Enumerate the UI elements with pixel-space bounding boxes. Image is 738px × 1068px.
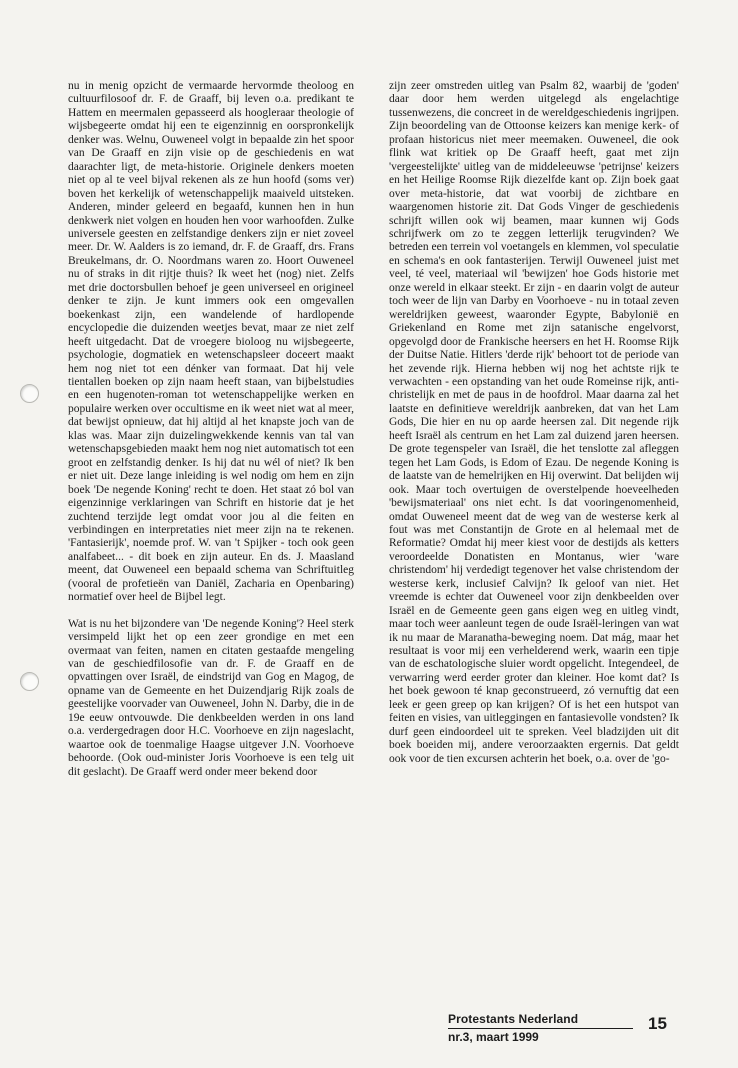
- magazine-title: Protestants Nederland: [448, 1012, 579, 1026]
- page-footer: [440, 1012, 680, 1052]
- punch-hole-bottom: [20, 672, 39, 691]
- right-paragraph-1: zijn zeer omstreden uitleg van Psalm 82, waarbij de 'goden' daar door hem werden uitgelegd als engelachtige tussenwezens, die concreet in de wereldgeschiedenis ingrijpen. Zijn beoordeling van de Ottoonse keizers kan menige kerk- of profaan historicus niet meer meemaken. Ouweneel, die ook flink wat kritiek op De Graaff heeft, gaat met zijn 'vergeestelijkte' uitleg van de middeleeuwse 'petrijnse' keizers en het Heilige Roomse Rijk diezelfde kant op. Zijn boek gaat over meta-historie, dat wat voorbij de zichtbare en waargenomen historie zit. Dat Gods Vinger de geschiedenis schrijft willen ook wij beamen, maar kunnen wij Gods schrijfwerk om zo te zeggen letterlijk terugvinden? We betreden een terrein vol voetangels en klemmen, vol speculatie en schema's en ook fantasterijen. Terwijl Ouweneel juist met veel, té veel, materiaal wil 'bewijzen' hoe Gods historie met onze wereld in elkaar steekt. Er zijn - en daarin volgt de auteur toch weer de lijn van Darby en Voorhoeve - nu in totaal zeven wereldrijken geweest, waaronder Egypte, Babylonië en Griekenland en Rome met zijn satanische engelvorst, opgevolgd door de Frankische heersers en het H. Roomse Rijk der Duitse Natie. Hitlers 'derde rijk' behoort tot de periode van het zevende rijk. Hierna hebben wij nog het achtste rijk te verwachten - een opstanding van het oude Romeinse rijk, anti-christelijk en met de paus in de hoofdrol. Maar daarna zal het laatste en definitieve wereldrijk aanbreken, dat van het Lam Gods, Die hier en nu op aarde heersen zal. Dit negende rijk heeft Israël als centrum en het Lam zal duizend jaren heersen. De grote tegenspeler van Israël, die het tenslotte zal afleggen tegen het Lam Gods, is Edom of Ezau. De negende Koning is de laatste van de hemelrijken en Hij overwint. Dat belijden wij ook. Maar toch overtuigen de overstelpende hoeveelheden 'bewijsmateriaal' ons niet echt. Is dat vooringenomenheid, omdat Ouweneel meent dat de weg van de westerse kerk al fout was met Constantijn de Grote en al helemaal met de Reformatie? Omdat hij meer kiest voor de destijds als ketters veroordeelde Donatisten en Montanus, wier 'ware christendom' hij verdedigt tegenover het valse christendom der westerse kerk, inclusief Calvijn? Ik geloof van niet. Het vreemde is echter dat Ouweneel voor zijn denkbeelden over Israël en de Gemeente geen gans eigen weg en uitleg vindt, maar toch weer aanleunt tegen de oude Israël-leringen van wat ik nu maar de Maranatha-beweging noem. Dat mág, maar het resultaat is voor mij een verhelderend werk, waarin een tipje van de eschatologische sluier wordt opgelicht. Integendeel, de verwarring werd eerder groter dan kleiner. Hoe komt dat? Is het boek gewoon té knap geconstrueerd, zó vernuftig dat een leek er geen greep op kan krijgen? Of is het een hutspot van feiten en visies, van uitleggingen en fantasievolle vondsten? Ik durf geen eindoordeel uit te spreken. Veel bladzijden uit dit boek boeiden mij, andere veroorzaakten ergernis. Dat geldt ook voor de tien excursen achterin het boek, o.a. over de 'go-: [389, 80, 679, 765]
- article-right-column: [389, 80, 679, 766]
- paragraph-spacer: [68, 605, 354, 618]
- issue-label: nr.3, maart 1999: [448, 1030, 539, 1044]
- footer-rule: [448, 1028, 633, 1029]
- punch-hole-top: [20, 384, 39, 403]
- page-number: 15: [648, 1014, 667, 1033]
- left-paragraph-2: Wat is nu het bijzondere van 'De negende Koning'? Heel sterk versimpeld lijkt het op een zeer grondige en met een overmaat van feiten, namen en citaten gestaafde mengeling van de geschiedfilosofie van dr. F. de Graaff en de opvattingen over Israël, de eindstrijd van Gog en Magog, de opname van de Gemeente en het Duizendjarig Rijk zoals de geestelijke voorvader van Ouweneel, John N. Darby, die in de 19e eeuw ontvouwde. Die denkbeelden werden in ons land o.a. verdergedragen door H.C. Voorhoeve en zijn nageslacht, waartoe ook de toenmalige Haagse uitgever J.N. Voorhoeve behoorde. (Ook oud-minister Joris Voorhoeve is een telg uit dit geslacht). De Graaff werd onder meer bekend door: [68, 617, 354, 778]
- left-paragraph-1: nu in menig opzicht de vermaarde hervormde theoloog en cultuurfilosoof dr. F. de Graaff, bij leven o.a. predikant te Hattem en meermalen gepasseerd als hoogleraar theologie of wijsbegeerte omdat hij een te eigenzinnig en oorspronkelijk denker was. Welnu, Ouweneel volgt in bepaalde zin het spoor van De Graaff en zijn visie op de geschiedenis en wat daarachter ligt, de meta-historie. Originele denkers moeten niet op al te veel bijval rekenen als ze hun hoofd (soms ver) boven het kerkelijk of wetenschappelijk maaiveld uitsteken. Anderen, minder geleerd en begaafd, kunnen hen in hun denkwerk niet volgen en houden hen voor warhoofden. Zulke universele geesten en zelfstandige denkers zijn er niet zoveel meer. Dr. W. Aalders is zo iemand, dr. F. de Graaff, drs. Frans Breukelmans, dr. O. Noordmans waren zo. Hoort Ouweneel nu of straks in dit rijtje thuis? Ik weet het (nog) niet. Zelfs met drie doctorsbullen behoef je geen universeel en origineel denker te zijn. Je kunt immers ook een omgevallen boekenkast zijn, een wandelende of hardlopende encyclopedie die duizenden weetjes bevat, maar ze niet zelf heeft uitgedacht. Dat de vroegere bioloog nu wijsbegeerte, psychologie, dogmatiek en wetenschapsleer doceert maakt hem nog niet tot een dénker van formaat. Dat hij vele tientallen boeken op zijn naam heeft staan, van bijbelstudies en een hugenoten-roman tot wetenschappelijke werken en populaire werken over occultisme en ik weet niet wat al meer, dat bewijst opnieuw, dat hij altijd al het knapste joch van de klas was. Maar zijn duizelingwekkende kennis van tal van wetenschapsgebieden maakt hem nog niet automatisch tot een groot en zelfstandig denker. Is hij dat nu wél of niet? Ik ben er niet uit. Deze lange inleiding is wel nodig om hem en zijn boek 'De negende Koning' recht te doen. Het staat zó bol van eigenzinnige verklaringen van Schrift en historie dat je het zuchtend terzijde legt omdat voor jou al die feiten en verbindingen en interpretaties niet meer zijn na te rekenen. 'Fantasierijk', noemde prof. W. van 't Spijker - toch ook geen analfabeet... - dit boek en zijn auteur. En ds. J. Maasland meent, dat Ouweneel een bepaald schema van Schriftuitleg (vooral de profetieën van Daniël, Zacharia en Openbaring) normatief over heel de Bijbel legt.: [68, 80, 354, 604]
- article-left-column: [68, 80, 354, 779]
